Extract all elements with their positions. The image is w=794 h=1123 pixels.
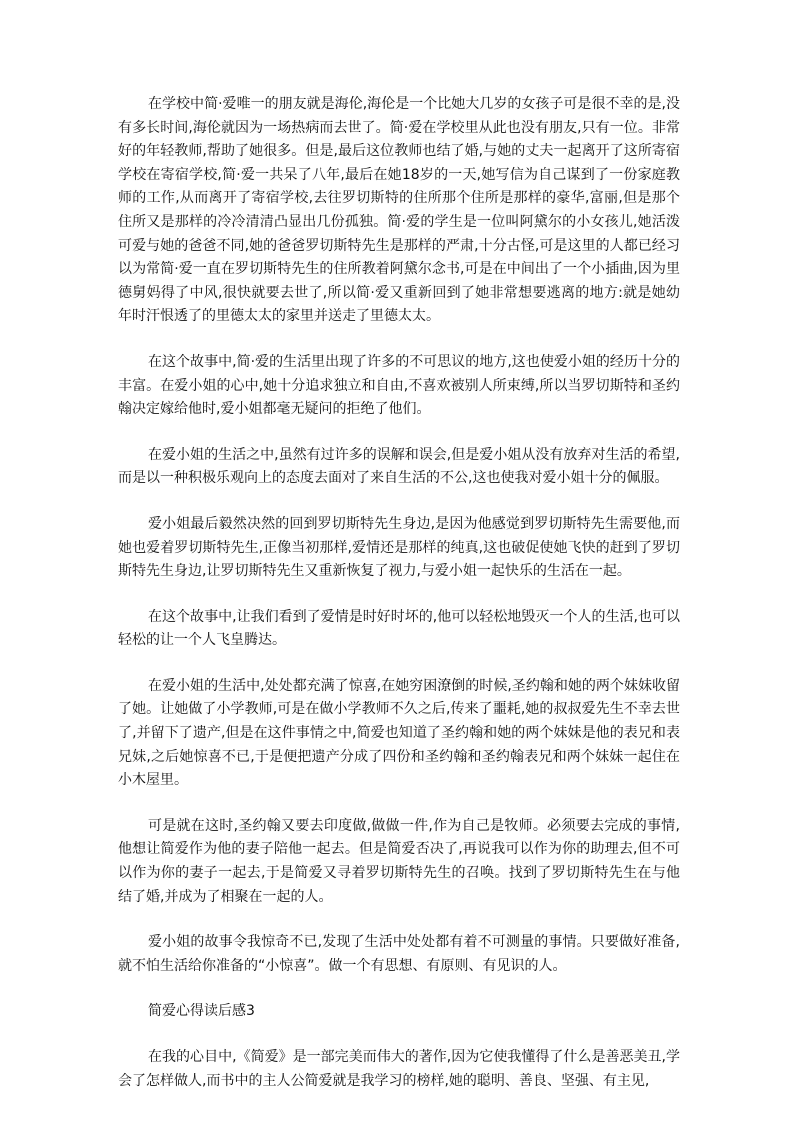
paragraph: 在学校中简·爱唯一的朋友就是海伦,海伦是一个比她大几岁的女孩子可是很不幸的是,没有多长时间,海伦就因为一场热病而去世了。简·爱在学校里从此也没有朋友,只有一位。非常好的年轻教师,帮助了她很多。但是,最后这位教师也结了婚,与她的丈夫一起离开了这所寄宿学校在寄宿学校,简·爱一共呆了八年,最后在她18岁的一天,她写信为自己谋到了一份家庭教师的工作,从而离开了寄宿学校,去往罗切斯特的住所那个住所是那样的豪华,富丽,但是那个住所又是那样的冷冷清清凸显出几份孤独。简·爱的学生是一位叫阿黛尔的小女孩儿,她活泼可爱与她的爸爸不同,她的爸爸罗切斯特先生是那样的严肃,十分古怪,可是这里的人都已经习以为常简·爱一直在罗切斯特先生的住所教着阿黛尔念书,可是在中间出了一个小插曲,因为里德舅妈得了中风,很快就要去世了,所以简·爱又重新回到了她非常想要逃离的地方:就是她幼年时汗恨透了的里德太太的家里并送走了里德太太。 <box>118 96 680 325</box>
paragraph: 可是就在这时,圣约翰又要去印度做,做做一件,作为自己是牧师。必须要去完成的事情,他想让简爱作为他的妻子陪他一起去。但是简爱否决了,再说我可以作为你的助理去,但不可以作为你的妻子一起去,于是简爱又寻着罗切斯特先生的召唤。找到了罗切斯特先生在与他结了婚,并成为了相聚在一起的人。 <box>118 817 680 905</box>
paragraph: 在爱小姐的生活之中,虽然有过许多的误解和误会,但是爱小姐从没有放弃对生活的希望,而是以一种积极乐观向上的态度去面对了来自生活的不公,这也使我对爱小姐十分的佩服。 <box>118 446 680 487</box>
paragraph: 爱小姐的故事令我惊奇不已,发现了生活中处处都有着不可测量的事情。只要做好准备,就不怕生活给你准备的“小惊喜”。做一个有思想、有原则、有见识的人。 <box>118 934 680 974</box>
paragraph: 在这个故事中,让我们看到了爱情是时好时坏的,他可以轻松地毁灭一个人的生活,也可以轻松的让一个人飞皇腾达。 <box>118 608 680 649</box>
paragraph: 在我的心目中,《简爱》是一部完美而伟大的著作,因为它使我懂得了什么是善恶美丑,学会了怎样做人,而书中的主人公简爱就是我学习的榜样,她的聪明、善良、坚强、有主见, <box>118 1049 680 1089</box>
document-body <box>118 93 680 1115</box>
paragraph: 爱小姐最后毅然决然的回到罗切斯特先生身边,是因为他感觉到罗切斯特先生需要他,而她也爱着罗切斯特先生,正像当初那样,爱情还是那样的纯真,这也破促使她飞快的赶到了罗切斯特先生身边,让罗切斯特先生又重新恢复了视力,与爱小姐一起快乐的生活在一起。 <box>118 515 680 580</box>
section-heading: 简爱心得读后感3 <box>148 1003 255 1020</box>
paragraph: 在这个故事中,简·爱的生活里出现了许多的不可思议的地方,这也使爱小姐的经历十分的丰富。在爱小姐的心中,她十分追求独立和自由,不喜欢被别人所束缚,所以当罗切斯特和圣约翰决定嫁给他时,爱小姐都毫无疑问的拒绝了他们。 <box>118 353 680 418</box>
paragraph: 在爱小姐的生活中,处处都充满了惊喜,在她穷困潦倒的时候,圣约翰和她的两个妹妹收留了她。让她做了小学教师,可是在做小学教师不久之后,传来了噩耗,她的叔叔爱先生不幸去世了,并留下了遗产,但是在这件事情之中,简爱也知道了圣约翰和她的两个妹妹是他的表兄和表兄妹,之后她惊喜不已,于是便把遗产分成了四份和圣约翰和圣约翰表兄和两个妹妹一起住在小木屋里。 <box>118 677 680 789</box>
